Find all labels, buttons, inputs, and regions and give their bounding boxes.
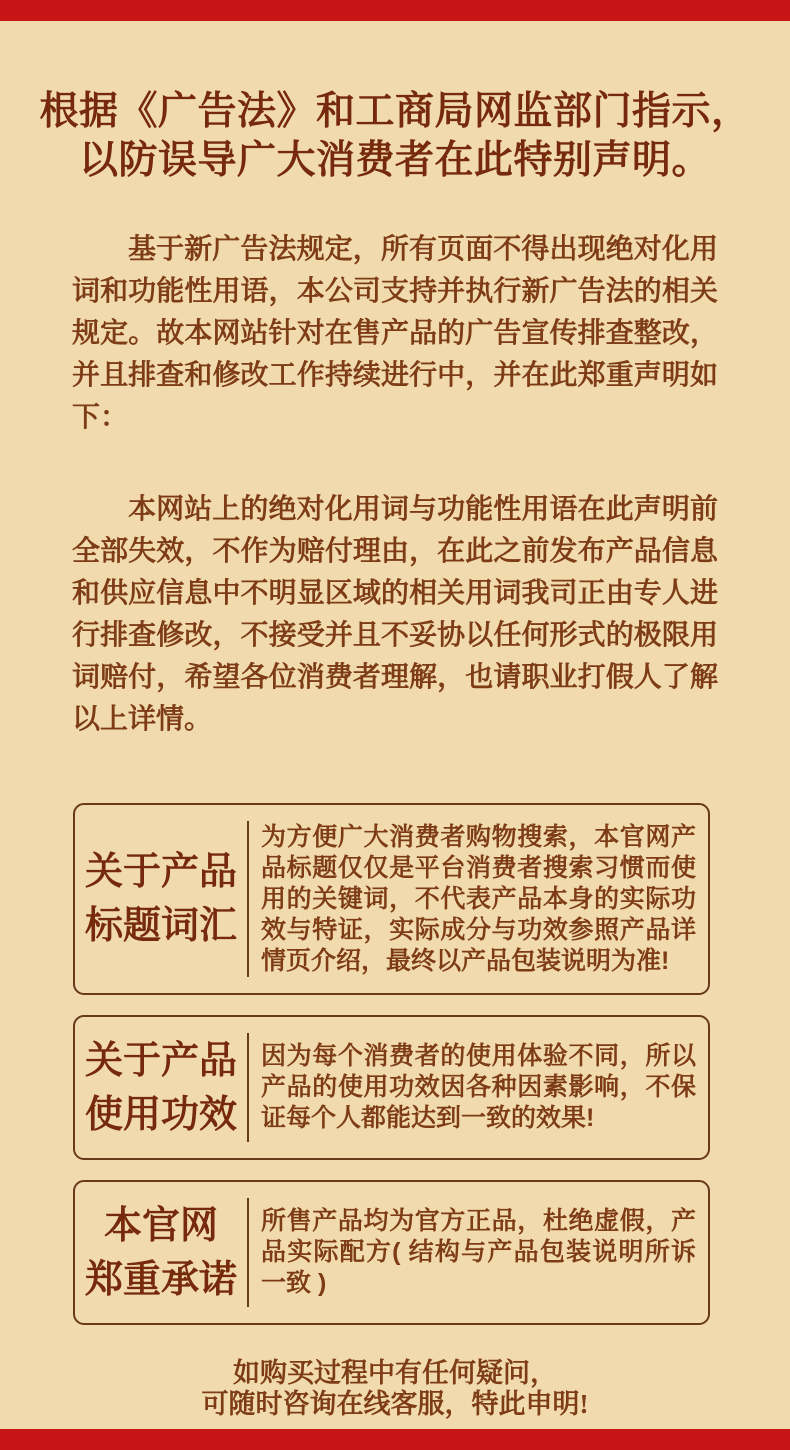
statement-paragraph-1: 基于新广告法规定，所有页面不得出现绝对化用词和功能性用语，本公司支持并执行新广告法的相关规定。故本网站针对在售产品的广告宣传排查整改，并且排查和修改工作持续进行中，并在此郑重声明如下： — [72, 234, 718, 433]
footer-note-line2: 可随时咨询在线客服，特此申明! — [201, 1389, 589, 1419]
notice-box-official-promise — [73, 1180, 710, 1325]
notice-box-label-line2: 使用功效 — [84, 1093, 237, 1136]
notice-box-label-line2: 标题词汇 — [84, 905, 237, 947]
notice-box-label — [75, 1199, 247, 1307]
notice-box-label-line1: 关于产品 — [84, 851, 237, 893]
notice-box-label-line2: 郑重承诺 — [84, 1258, 237, 1301]
notice-box-body: 因为每个消费者的使用体验不同，所以产品的使用功效因各种因素影响，不保证每个人都能达到一致的效果! — [261, 1042, 696, 1132]
page-title-line2: 以防误导广大消费者在此特别声明。 — [78, 139, 711, 182]
notice-box-product-effect — [73, 1015, 710, 1160]
footer-note-line1: 如购买过程中有任何疑问， — [233, 1358, 557, 1388]
bottom-red-bar — [0, 1429, 790, 1450]
page-title — [0, 0, 790, 185]
notice-box-label-line1: 本官网 — [103, 1204, 218, 1247]
notice-box-product-title — [73, 803, 710, 995]
notice-box-label-line1: 关于产品 — [84, 1039, 237, 1082]
notice-box-body: 为方便广大消费者购物搜索，本官网产品标题仅仅是平台消费者搜索习惯而使用的关键词，不代表产品本身的实际功效与特证，实际成分与功效参照产品详情页介绍，最终以产品包装说明为准! — [261, 822, 696, 975]
notice-box-label — [75, 845, 247, 953]
footer-note — [0, 1358, 790, 1420]
notice-box-label — [75, 1034, 247, 1142]
statement-paragraph-2: 本网站上的绝对化用词与功能性用语在此声明前全部失效，不作为赔付理由，在此之前发布产品信息和供应信息中不明显区域的相关用词我司正由专人进行排查修改，不接受并且不妥协以任何形式的极限用词赔付，希望各位消费者理解，也请职业打假人了解以上详情。 — [72, 494, 718, 735]
notice-box-list — [73, 803, 710, 1325]
notice-box-body: 所售产品均为官方正品，杜绝虚假，产品实际配方( 结构与产品包装说明所诉一致 ) — [261, 1207, 696, 1297]
page-title-line1: 根据《广告法》和工商局网监部门指示， — [39, 90, 751, 133]
top-red-bar — [0, 0, 790, 21]
